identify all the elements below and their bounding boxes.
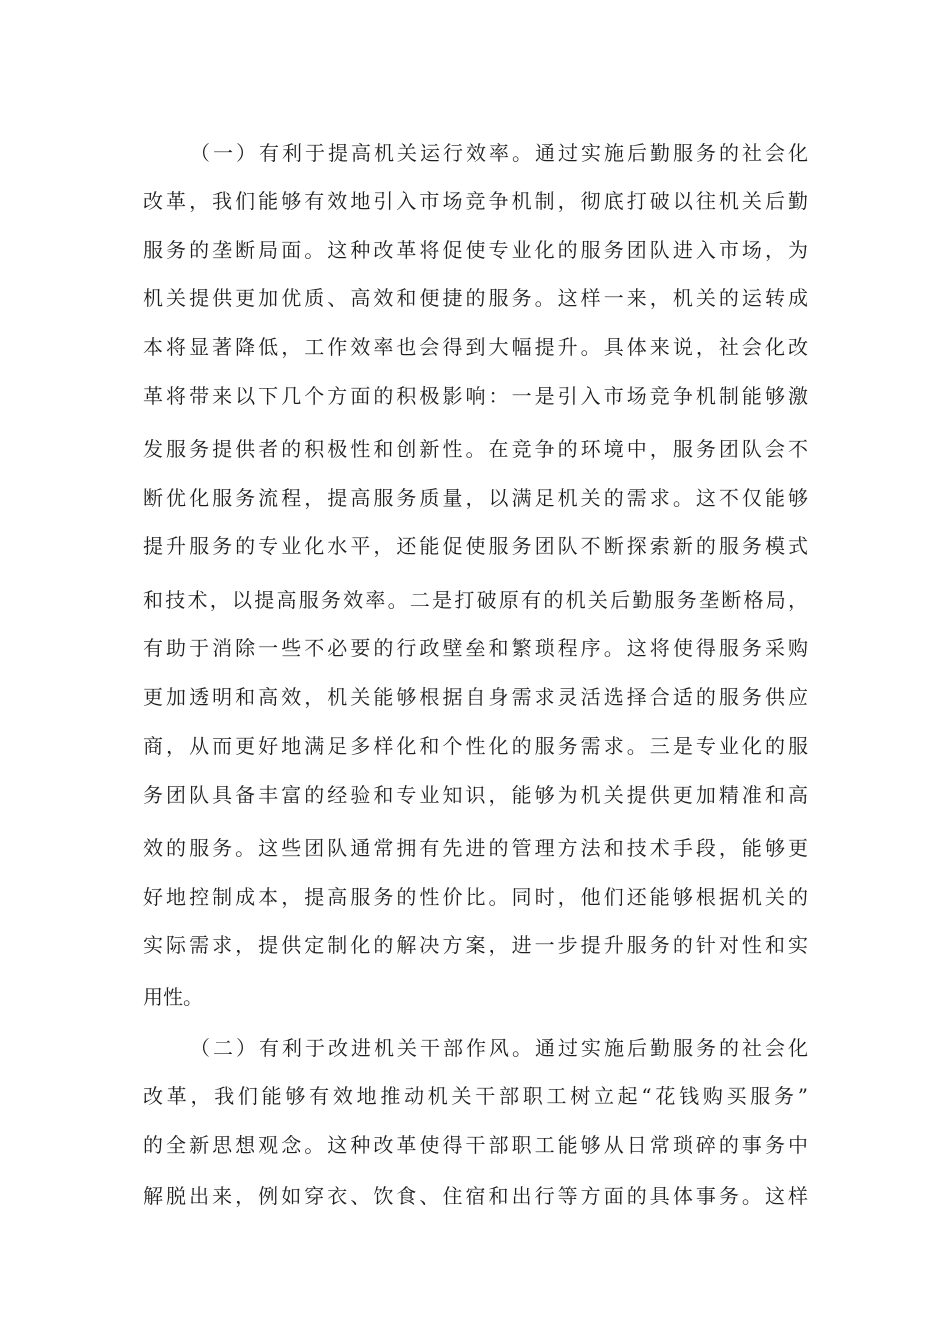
paragraph-1-line-8: 断优化服务流程，提高服务质量，以满足机关的需求。这不仅能够 bbox=[143, 486, 808, 510]
paragraph-1-line-4: 机关提供更加优质、高效和便捷的服务。这样一来，机关的运转成 bbox=[143, 286, 808, 310]
paragraph-1-line-15: 效的服务。这些团队通常拥有先进的管理方法和技术手段，能够更 bbox=[143, 836, 808, 860]
paragraph-1-line-17: 实际需求，提供定制化的解决方案，进一步提升服务的针对性和实 bbox=[143, 933, 808, 957]
paragraph-1-line-1: （一）有利于提高机关运行效率。通过实施后勤服务的社会化 bbox=[190, 141, 808, 165]
paragraph-1-line-6: 革将带来以下几个方面的积极影响：一是引入市场竞争机制能够激 bbox=[143, 384, 808, 408]
paragraph-1-line-7: 发服务提供者的积极性和创新性。在竞争的环境中，服务团队会不 bbox=[143, 437, 808, 461]
paragraph-1-line-16: 好地控制成本，提高服务的性价比。同时，他们还能够根据机关的 bbox=[143, 885, 808, 909]
paragraph-1-line-11: 有助于消除一些不必要的行政壁垒和繁琐程序。这将使得服务采购 bbox=[143, 636, 808, 660]
paragraph-1-line-10: 和技术，以提高服务效率。二是打破原有的机关后勤服务垄断格局， bbox=[143, 588, 808, 612]
paragraph-1-line-9: 提升服务的专业化水平，还能促使服务团队不断探索新的服务模式 bbox=[143, 534, 808, 558]
paragraph-1-line-3: 服务的垄断局面。这种改革将促使专业化的服务团队进入市场，为 bbox=[143, 238, 808, 262]
paragraph-2-line-1: （二）有利于改进机关干部作风。通过实施后勤服务的社会化 bbox=[190, 1036, 808, 1060]
paragraph-1-line-13: 商，从而更好地满足多样化和个性化的服务需求。三是专业化的服 bbox=[143, 734, 808, 758]
paragraph-1-line-2: 改革，我们能够有效地引入市场竞争机制，彻底打破以往机关后勤 bbox=[143, 189, 808, 213]
paragraph-1-line-18: 用性。 bbox=[143, 985, 203, 1009]
paragraph-2-line-4: 解脱出来，例如穿衣、饮食、住宿和出行等方面的具体事务。这样 bbox=[143, 1184, 808, 1208]
paragraph-1-line-12: 更加透明和高效，机关能够根据自身需求灵活选择合适的服务供应 bbox=[143, 685, 808, 709]
paragraph-1-line-5: 本将显著降低，工作效率也会得到大幅提升。具体来说，社会化改 bbox=[143, 335, 808, 359]
paragraph-2-line-3: 的全新思想观念。这种改革使得干部职工能够从日常琐碎的事务中 bbox=[143, 1133, 808, 1157]
paragraph-2-line-2: 改革，我们能够有效地推动机关干部职工树立起“花钱购买服务” bbox=[143, 1084, 808, 1108]
paragraph-1-line-14: 务团队具备丰富的经验和专业知识，能够为机关提供更加精准和高 bbox=[143, 783, 808, 807]
